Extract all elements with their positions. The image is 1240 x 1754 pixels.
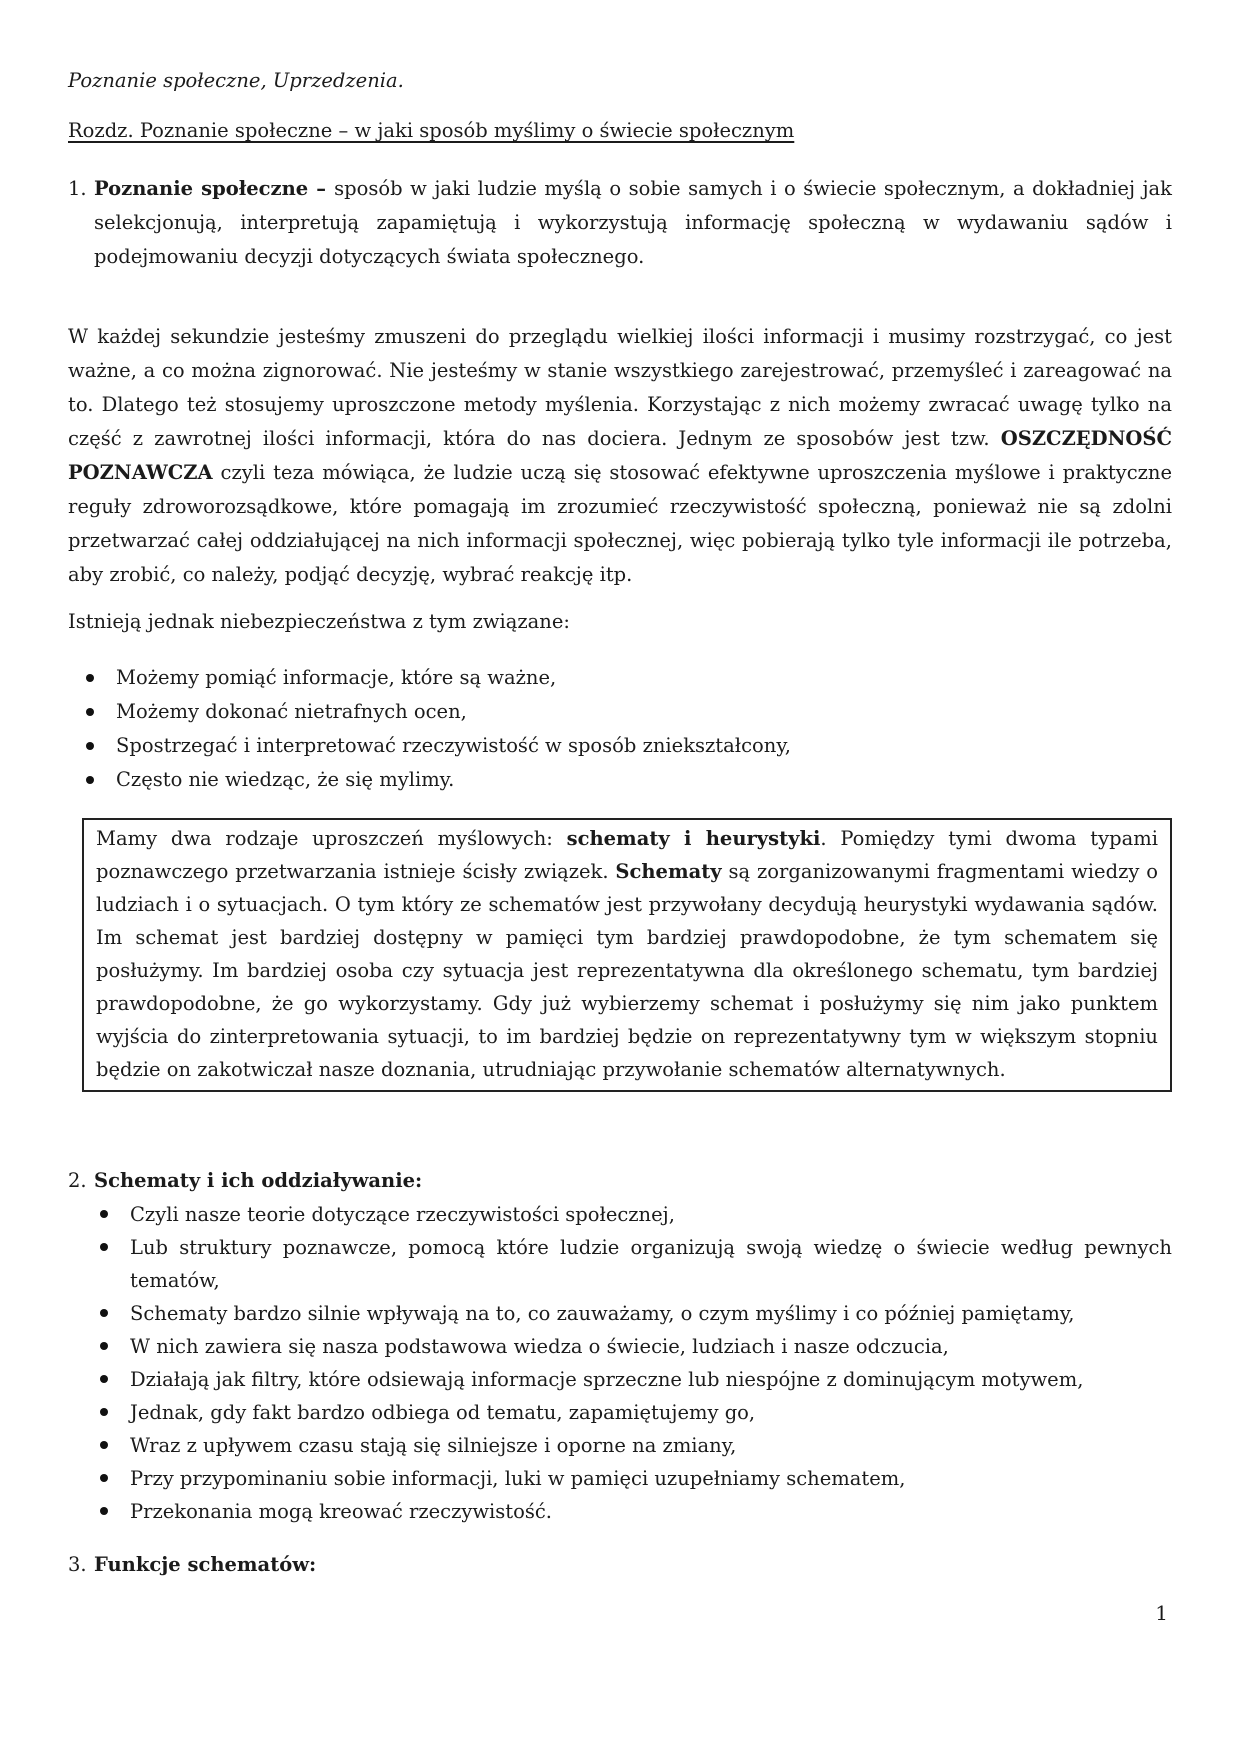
list-item: W nich zawiera się nasza podstawowa wiedza o świecie, ludziach i nasze odczucia, — [100, 1330, 1172, 1363]
list-item: Często nie wiedząc, że się mylimy. — [84, 763, 1172, 797]
list-item: Jednak, gdy fakt bardzo odbiega od tematu, zapamiętujemy go, — [100, 1396, 1172, 1429]
item-1-term: Poznanie społeczne – — [94, 177, 335, 200]
page-number: 1 — [1155, 1601, 1168, 1625]
schemas-heuristics-box — [82, 818, 1172, 1092]
box-text-1: Mamy dwa rodzaje uproszczeń myślowych: — [96, 827, 567, 850]
dangers-list — [68, 661, 1172, 797]
list-item: Czyli nasze teorie dotyczące rzeczywistości społecznej, — [100, 1198, 1172, 1231]
box-bold-2: Schematy — [615, 860, 722, 883]
section-3-heading — [68, 1548, 1172, 1582]
list-item: Lub struktury poznawcze, pomocą które ludzie organizują swoją wiedzę o świecie według pewnych tematów, — [100, 1231, 1172, 1297]
paragraph-bold-term: OSZCZĘDNOŚĆ POZNAWCZA — [68, 427, 1172, 484]
box-text-2: . Pomiędzy tymi dwoma typami poznawczego przetwarzania istnieje ścisły związek. — [96, 827, 1158, 883]
document-title: Poznanie społeczne, Uprzedzenia. — [68, 69, 404, 92]
dangers-intro: Istnieją jednak niebezpieczeństwa z tym związane: — [68, 610, 570, 633]
list-item: Działają jak filtry, które odsiewają informacje sprzeczne lub niespójne z dominującym motywem, — [100, 1363, 1172, 1396]
paragraph-text-2: czyli teza mówiąca, że ludzie uczą się stosować efektywne uproszczenia myślowe i praktyczne reguły zdroworozsądkowe, które pomagają im zrozumieć rzeczywistość społeczną, ponieważ nie są zdolni przetwarzać całej oddziałującej na nich informacji społecznej, więc pobierają tylko tyle informacji ile potrzeba, aby zrobić, co należy, podjąć decyzję, wybrać reakcję itp. — [68, 461, 1172, 586]
section-2-list — [68, 1198, 1172, 1528]
section-3-title: Funkcje schematów: — [94, 1553, 317, 1576]
list-item: Spostrzegać i interpretować rzeczywistość w sposób zniekształcony, — [84, 729, 1172, 763]
section-2-title: Schematy i ich oddziaływanie: — [94, 1169, 423, 1192]
chapter-heading — [68, 114, 1172, 148]
item-1-text — [94, 172, 1172, 274]
section-2-number: 2. — [68, 1169, 87, 1192]
box-bold-1: schematy i heurystyki — [566, 827, 821, 850]
list-item: Przekonania mogą kreować rzeczywistość. — [100, 1495, 1172, 1528]
section-2-heading — [68, 1164, 1172, 1198]
list-item: Wraz z upływem czasu stają się silniejsze i oporne na zmiany, — [100, 1429, 1172, 1462]
list-item: Możemy pomiąć informacje, które są ważne, — [84, 661, 1172, 695]
list-item: Przy przypominaniu sobie informacji, luki w pamięci uzupełniamy schematem, — [100, 1462, 1172, 1495]
chapter-heading-text: Rozdz. Poznanie społeczne – w jaki sposób myślimy o świecie społecznym — [68, 119, 795, 142]
definition-item-1 — [68, 172, 1172, 274]
list-item: Schematy bardzo silnie wpływają na to, co zauważamy, o czym myślimy i co później pamiętamy, — [100, 1297, 1172, 1330]
item-1-definition: sposób w jaki ludzie myślą o sobie samych i o świecie społecznym, a dokładniej jak selekcjonują, interpretują zapamiętują i wykorzystują informację społeczną w wydawaniu sądów i podejmowaniu decyzji dotyczących świata społecznego. — [94, 177, 1172, 268]
section-3-number: 3. — [68, 1553, 87, 1576]
paragraph-cognitive-economy — [68, 320, 1172, 592]
box-text-3: są zorganizowanymi fragmentami wiedzy o ludziach i o sytuacjach. O tym który ze schematów jest przywołany decydują heurystyki wydawania sądów. Im schemat jest bardziej dostępny w pamięci tym bardziej prawdopodobne, że tym schematem się posłużymy. Im bardziej osoba czy sytuacja jest reprezentatywna dla określonego schematu, tym bardziej prawdopodobne, że go wykorzystamy. Gdy już wybierzemy schemat i posłużymy się nim jako punktem wyjścia do zinterpretowania sytuacji, to im bardziej będzie on reprezentatywny tym w większym stopniu będzie on zakotwiczał nasze doznania, utrudniając przywołanie schematów alternatywnych. — [96, 860, 1158, 1081]
list-item: Możemy dokonać nietrafnych ocen, — [84, 695, 1172, 729]
paragraph-text-1: W każdej sekundzie jesteśmy zmuszeni do przeglądu wielkiej ilości informacji i musimy rozstrzygać, co jest ważne, a co można zignorować. Nie jesteśmy w stanie wszystkiego zarejestrować, przemyśleć i zareagować na to. Dlatego też stosujemy uproszczone metody myślenia. Korzystając z nich możemy zwracać uwagę tylko na część z zawrotnej ilości informacji, która do nas dociera. Jednym ze sposobów jest tzw. — [68, 325, 1172, 450]
box-paragraph — [96, 822, 1158, 1086]
item-1-number: 1. — [68, 177, 87, 200]
